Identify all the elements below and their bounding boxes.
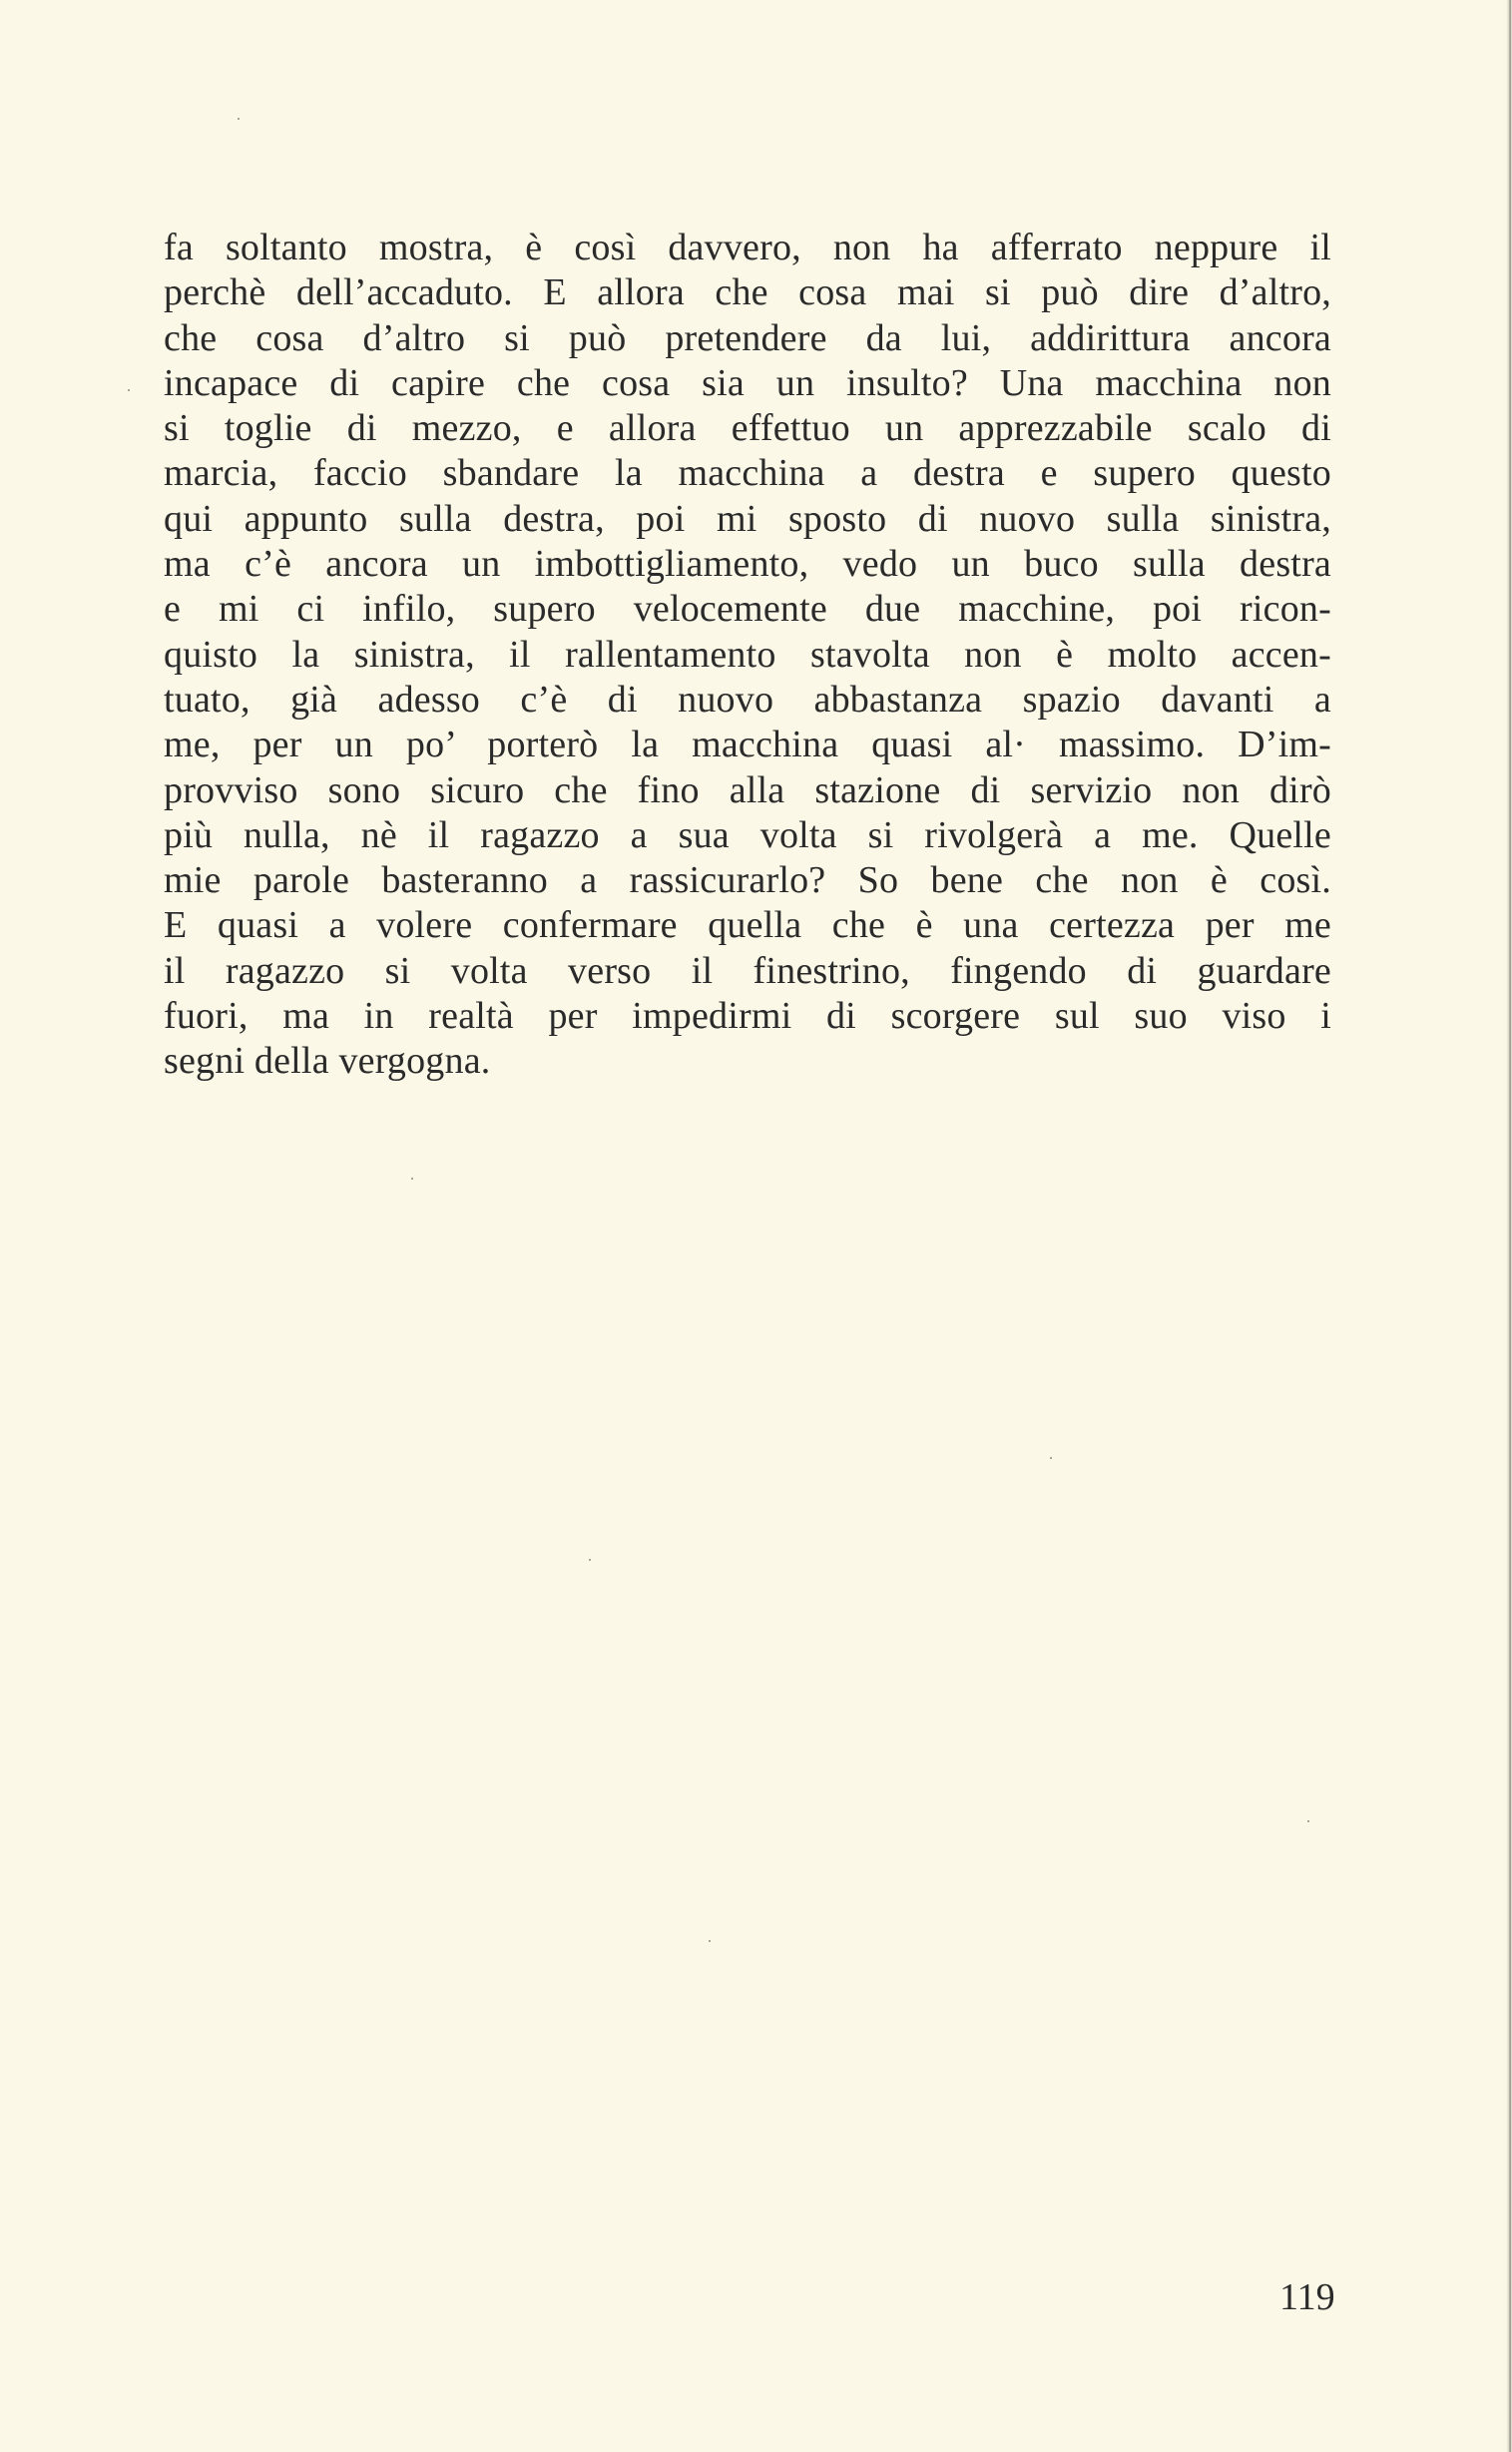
paper-speck — [1050, 1457, 1052, 1459]
text-line: quisto la sinistra, il rallentamento stavolta non è molto accen- — [164, 633, 1331, 676]
paper-speck — [128, 389, 130, 391]
text-line: fa soltanto mostra, è così davvero, non ha afferrato neppure il — [164, 227, 1331, 268]
text-line: che cosa d’altro si può pretendere da lui, addirittura ancora — [164, 316, 1331, 359]
text-line: mie parole basteranno a rassicurarlo? So bene che non è così. — [164, 859, 1331, 902]
paper-speck — [709, 1940, 711, 1942]
paper-speck — [411, 1178, 413, 1180]
text-line: si toglie di mezzo, e allora effettuo un apprezzabile scalo di — [164, 407, 1331, 450]
text-line: segni della vergogna. — [164, 1040, 491, 1083]
paper-speck — [238, 118, 240, 120]
page-edge — [1506, 0, 1512, 2452]
paper-speck — [1307, 1820, 1309, 1822]
text-line: provviso sono sicuro che fino alla stazione di servizio non dirò — [164, 768, 1331, 811]
page-number: 119 — [1279, 2276, 1335, 2318]
text-line: e mi ci infilo, supero velocemente due macchine, poi ricon- — [164, 588, 1331, 631]
text-line: E quasi a volere confermare quella che è una certezza per me — [164, 904, 1331, 947]
body-text — [164, 226, 1331, 1085]
text-line: fuori, ma in realtà per impedirmi di scorgere sul suo viso i — [164, 995, 1331, 1038]
text-line: il ragazzo si volta verso il finestrino, fingendo di guardare — [164, 949, 1331, 992]
text-line: tuato, già adesso c’è di nuovo abbastanza spazio davanti a — [164, 678, 1331, 721]
text-line: ma c’è ancora un imbottigliamento, vedo un buco sulla destra — [164, 543, 1331, 586]
text-line: qui appunto sulla destra, poi mi sposto di nuovo sulla sinistra, — [164, 497, 1331, 540]
text-line: marcia, faccio sbandare la macchina a destra e supero questo — [164, 452, 1331, 495]
text-line: perchè dell’accaduto. E allora che cosa mai si può dire d’altro, — [164, 271, 1331, 314]
text-line: incapace di capire che cosa sia un insulto? Una macchina non — [164, 361, 1331, 404]
paper-speck — [589, 1559, 591, 1561]
text-line: me, per un po’ porterò la macchina quasi al· massimo. D’im- — [164, 724, 1331, 766]
text-line: più nulla, nè il ragazzo a sua volta si rivolgerà a me. Quelle — [164, 813, 1331, 856]
